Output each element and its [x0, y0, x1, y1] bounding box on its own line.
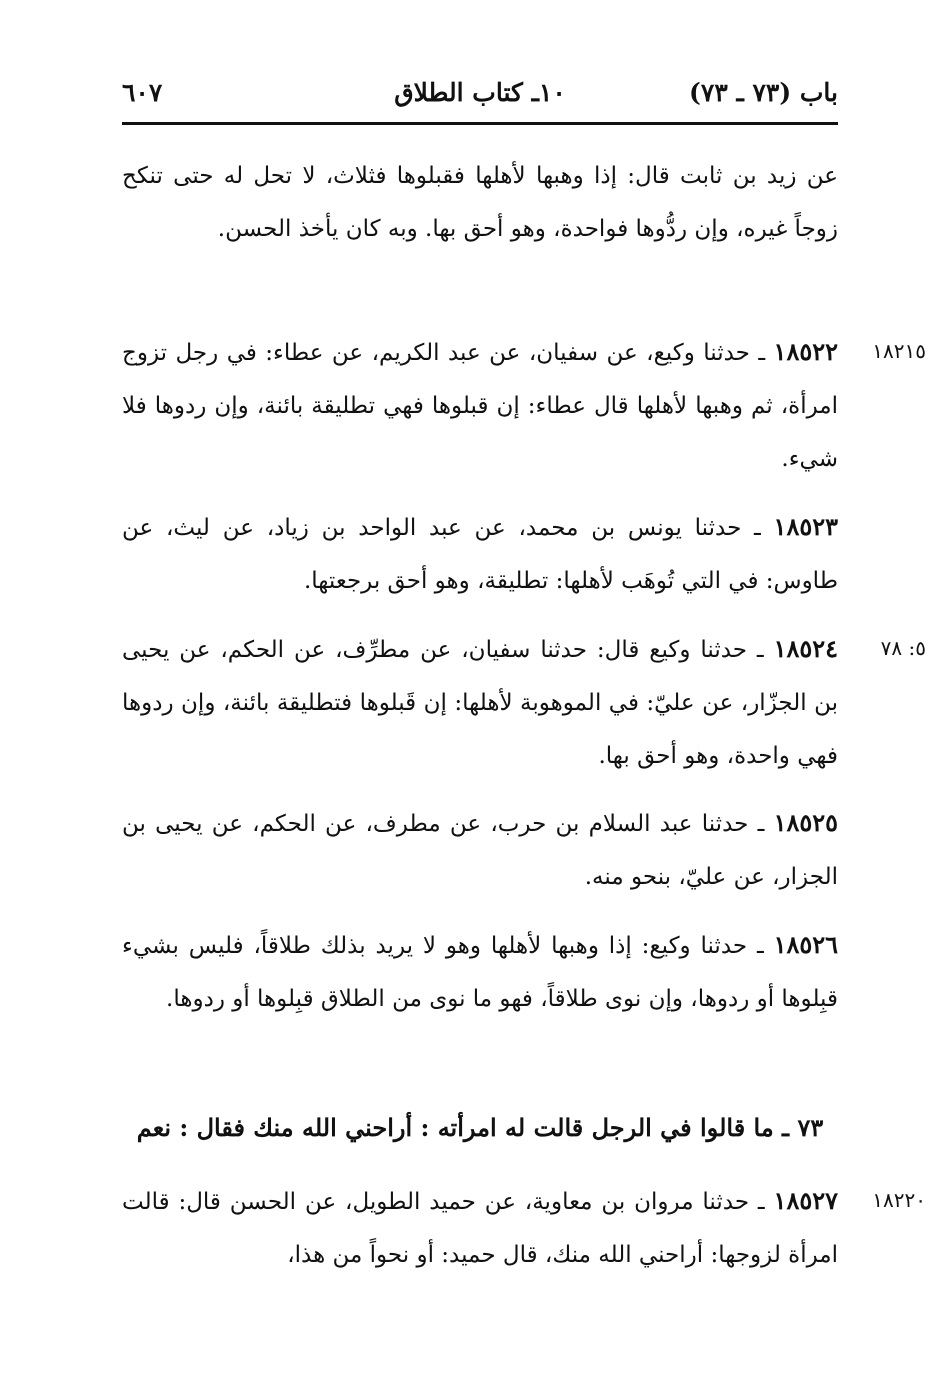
entry-text: ـ حدثنا مروان بن معاوية، عن حميد الطويل، عن الحسن قال: قالت امرأة لزوجها: أراحني الله منك، قال حميد: أو نحواً من هذا، [122, 1189, 838, 1268]
margin-reference: ٥: ٧٨ [880, 636, 926, 660]
entry-number: ١٨٥٢٧ [773, 1186, 838, 1215]
page-number: ٦٠٧ [122, 78, 163, 107]
entry-number: ١٨٥٢٢ [773, 337, 838, 366]
entry-number: ١٨٥٢٣ [773, 512, 838, 541]
margin-reference: ١٨٢٢٠ [872, 1188, 926, 1212]
entry-number: ١٨٥٢٥ [773, 808, 839, 837]
header-rule [122, 122, 838, 125]
running-header [122, 78, 838, 114]
entry-text: ـ حدثنا عبد السلام بن حرب، عن مطرف، عن الحكم، عن يحيى بن الجزار، عن عليّ، بنحو منه. [122, 811, 838, 890]
paragraph-text: عن زيد بن ثابت قال: إذا وهبها لأهلها فقبلوها فثلاث، لا تحل له حتى تنكح زوجاً غيره، وإن ردُّوها فواحدة، وهو أحق بها. وبه كان يأخذ الحسن. [122, 163, 838, 242]
chapter-heading: ٧٣ ـ ما قالوا في الرجل قالت له امرأته : أراحني الله منك فقال : نعم [136, 1113, 824, 1142]
paragraph-continuation [122, 150, 838, 256]
hadith-entry [122, 1174, 838, 1282]
hadith-entry [122, 918, 838, 1026]
hadith-entry [122, 500, 838, 608]
entry-number: ١٨٥٢٤ [773, 634, 839, 663]
entry-text: ـ حدثنا وكيع، عن سفيان، عن عبد الكريم، عن عطاء: في رجل تزوج امرأة، ثم وهبها لأهلها قال عطاء: إن قبلوها فهي تطليقة بائنة، وإن ردوها فلا شيء. [122, 340, 838, 472]
entry-number: ١٨٥٢٦ [773, 930, 839, 959]
entry-text: ـ حدثنا يونس بن محمد، عن عبد الواحد بن زياد، عن ليث، عن طاوس: في التي تُوهَب لأهلها: تطليقة، وهو أحق برجعتها. [122, 515, 838, 594]
hadith-entry [122, 325, 838, 486]
entry-text: ـ حدثنا وكيع قال: حدثنا سفيان، عن مطرِّف، عن الحكم، عن يحيى بن الجزّار، عن عليّ: في الموهوبة لأهلها: إن قَبلوها فتطليقة بائنة، وإن ردوها فهي واحدة، وهو أحق بها. [122, 637, 838, 769]
chapter-reference: باب (٧٣ ـ ٧٣) [689, 78, 838, 107]
hadith-entry [122, 622, 838, 783]
book-title: ١٠ـ كتاب الطلاق [394, 78, 566, 107]
hadith-entry [122, 796, 838, 904]
entry-text: ـ حدثنا وكيع: إذا وهبها لأهلها وهو لا يريد بذلك طلاقاً، فليس بشيء قبِلوها أو ردوها، وإن نوى طلاقاً، فهو ما نوى من الطلاق قبِلوها أو ردوها. [122, 933, 838, 1012]
margin-reference: ١٨٢١٥ [872, 339, 926, 363]
